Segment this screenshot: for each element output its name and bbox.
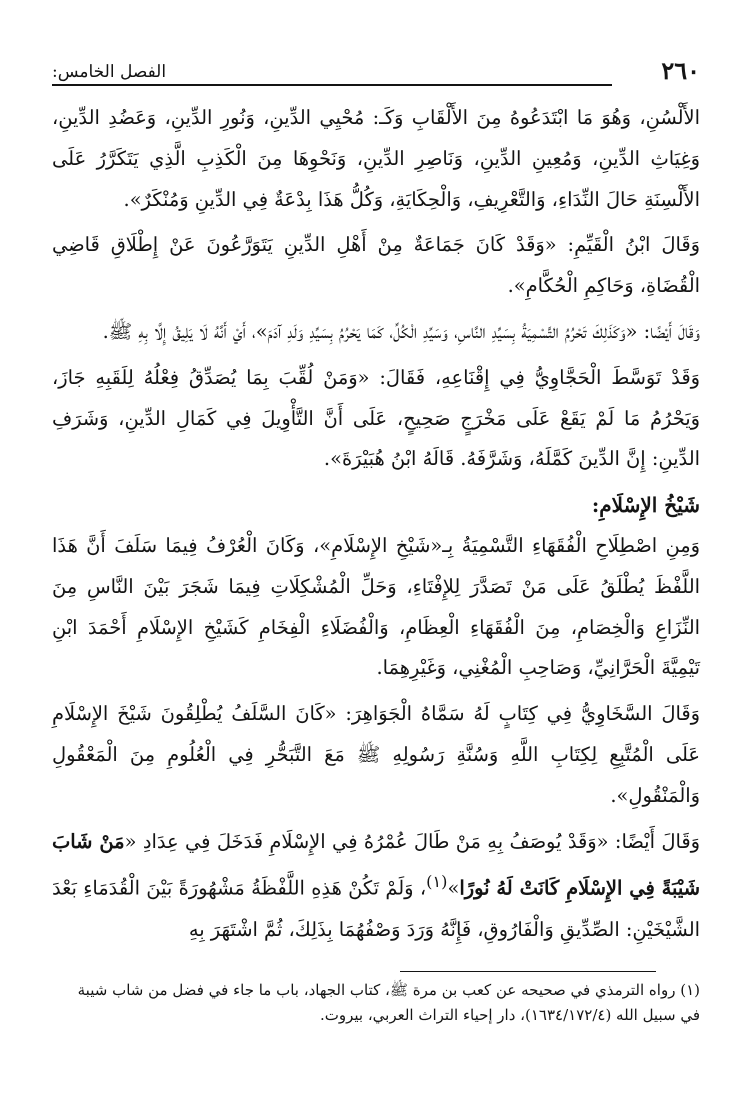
hadith-quote: مَنْ شَابَ شَيْبَةً فِي الإِسْلَامِ كَانَتْ لَهُ نُورًا [52,829,700,900]
paragraph: الأَلْسُنِ، وَهُوَ مَا ابْتَدَعُوهُ مِنَ الأَلْقَابِ وَكَـ: مُحْيِي الدِّينِ، وَنُورِ الدِّينِ، وَعَضُدِ الدِّينِ، وَغِيَاثِ الدِّينِ، وَمُعِينِ الدِّينِ، وَنَاصِرِ الدِّينِ، وَنَحْوِهَا مِنَ الْكَذِبِ الَّذِي يَتَكَرَّرُ عَلَى الأَلْسِنَةِ حَالَ النِّدَاءِ، وَالتَّعْرِيفِ، وَالْحِكَايَةِ، وَكُلُّ هَذَا بِدْعَةٌ فِي الدِّينِ وَمُنْكَرٌ». [52,106,700,211]
section-heading: شَيْخُ الإِسْلَامِ: [591,493,700,518]
footnote-separator [400,971,656,972]
paragraph-text: » [447,876,460,900]
footnote-marker[interactable]: (١) [426,872,448,892]
paragraph: وَمِنِ اصْطِلَاحِ الْفُقَهَاءِ التَّسْمِيَةُ بِـ«شَيْخِ الإِسْلَامِ»، وَكَانَ الْعُرْفُ فِيمَا سَلَفَ أَنَّ هَذَا اللَّفْظَ يُطْلَقُ عَلَى مَنْ تَصَدَّرَ لِلإِفْتَاءِ، وَحَلِّ الْمُشْكِلَاتِ فِيمَا شَجَرَ بَيْنَ النَّاسِ مِنَ النِّزَاعِ وَالْخِصَامِ، مِنَ الْفُقَهَاءِ الْعِظَامِ، وَالْفُضَلَاءِ الْفِخَامِ كَشَيْخِ الإِسْلَامِ أَحْمَدَ ابْنِ تَيْمِيَّةَ الْحَرَّانِيِّ، وَصَاحِبِ الْمُغْنِي، وَغَيْرِهِمَا. [52,533,700,680]
chapter-title: الفصل الخامس: [52,62,167,82]
paragraph: وَقَالَ ابْنُ الْقَيِّمِ: «وَقَدْ كَانَ جَمَاعَةٌ مِنْ أَهْلِ الدِّينِ يَتَوَرَّعُونَ عَنْ إِطْلَاقِ قَاضِي الْقُضَاةِ، وَحَاكِمِ الْحُكَّامِ». [52,233,700,298]
page-header [52,56,700,90]
footnote [52,978,700,1028]
paragraph-text: ، وَلَمْ تَكُنْ هَذِهِ اللَّفْظَةُ مَشْهُورَةً بَيْنَ الْقُدَمَاءِ بَعْدَ الشَّيْخَيْنِ: الصِّدِّيقِ وَالْفَارُوقِ، فَإِنَّهُ وَرَدَ وَصْفُهُمَا بِذَلِكَ، ثُمَّ اشْتَهَرَ بِهِ [52,876,700,941]
paragraph-with-hadith [52,822,700,951]
header-rule [52,84,612,86]
paragraph: وَقَالَ السَّخَاوِيُّ فِي كِتَابٍ لَهُ سَمَّاهُ الْجَوَاهِرَ: «كَانَ السَّلَفُ يُطْلِقُونَ شَيْخَ الإِسْلَامِ عَلَى الْمُتَّبِعِ لِكِتَابِ اللَّهِ وَسُنَّةِ رَسُولِهِ ﷺ مَعَ التَّبَحُّرِ فِي الْعُلُومِ مِنَ الْمَعْقُولِ وَالْمَنْقُولِ». [52,702,700,807]
footnote-line: (١) رواه الترمذي في صحيحه عن كعب بن مرة ﷺ، كتاب الجهاد، باب ما جاء في فضل من شاب شيبة [77,981,700,999]
paragraph: وَقَدْ تَوَسَّطَ الْحَجَّاوِيُّ فِي إِقْنَاعِهِ، فَقَالَ: «وَمَنْ لُقِّبَ بِمَا يُصَدِّقُ فِعْلُهُ لِلَقَبِهِ جَازَ، وَيَحْرُمُ مَا لَمْ يَقَعْ عَلَى مَخْرَجٍ صَحِيحٍ، عَلَى أَنَّ التَّأْوِيلَ فِي كَمَالِ الدِّينِ، وَشَرَفِ الدِّينِ: إِنَّ الدِّينَ كَمَّلَهُ، وَشَرَّفَهُ. قَالَهُ ابْنُ هُبَيْرَةَ». [52,365,700,471]
body-text [52,98,700,950]
paragraph-text: وَقَالَ أَيْضًا: «وَقَدْ يُوصَفُ بِهِ مَنْ طَالَ عُمْرُهُ فِي الإِسْلَامِ فَدَخَلَ فِي عِدَادِ « [124,829,700,853]
paragraph: وَقَالَ أَيْضًا: «وَكَذَلِكَ تَحْرُمُ التَّسْمِيَةُ بِسَيِّدِ النَّاسِ، وَسَيِّدِ الْكُلِّ، كَمَا يَحْرُمُ بِسَيِّدِ وَلَدِ آدَمَ»، أَيْ أَنَّهُ لَا يَلِيقُ إِلَّا بِهِ ﷺ. [102,319,700,343]
footnote-line: في سبيل الله (١٦٣٤/١٧٢/٤)، دار إحياء التراث العربي، بيروت. [319,1006,700,1024]
page-number: ٢٦٠ [661,56,700,85]
